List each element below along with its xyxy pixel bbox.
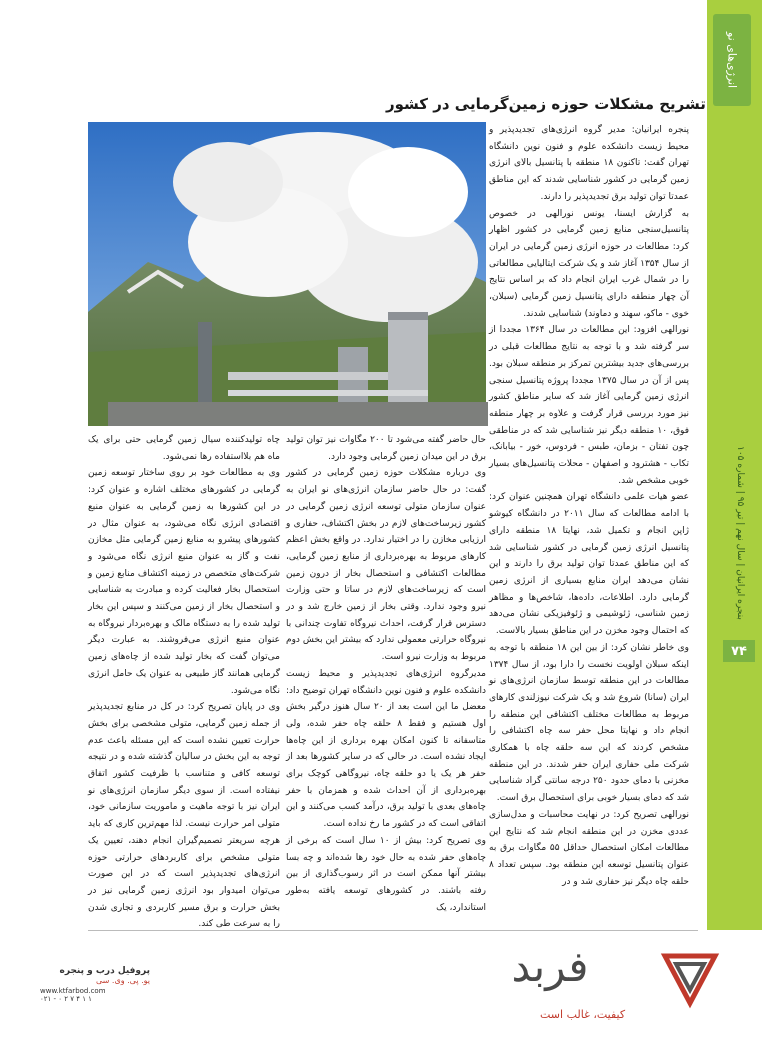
paragraph: وی درباره مشکلات حوزه زمین گرمایی در کشور گفت: در حال حاضر سازمان انرژی‌های نو ایران به عنوان سازمان متولی توسعه انرژی زمین گرمایی در کشور زیرساخت‌های لازم در بخش اکتشاف، حفاری و ارزیابی مخازن را در اختیار ندارد. در واقع بخش اعظم کارهای مربوط به بهره‌برداری از منابع زمین گرمایی، مطالعات اکتشافی و استحصال بخار از درون زمین است که زیرساخت‌های لازم در ساتا و حتی وزارت نیرو وجود ندارد. وقتی بخار از زمین خارج شد و در دسترس قرار گرفت، احداث نیروگاه تفاوت چندانی با نیروگاه حرارتی معمولی ندارد که بیشتر این بخش دوم مربوط به وزارت نیرو است. [286,468,486,663]
article-column-middle [286,432,486,920]
brand-logo-icon [660,948,720,1008]
article-title: تشریح مشکلات حوزه زمین‌گرمایی در کشور [386,95,706,113]
advert-phone: ۰۲۱ - ۰ ۲ ۷ ۴ ۱ ۱ [40,995,92,1003]
article-column-right [489,122,689,886]
advert-url[interactable]: www.ktfarbod.com [40,987,106,995]
advert-product-line: پروفیل درب و پنجره [59,966,150,976]
advert-contact-block [40,966,150,1003]
paragraph: عضو هیات علمی دانشگاه تهران همچنین عنوان کرد: با ادامه مطالعات که سال ۲۰۱۱ در دانشگاه کیوشو ژاپن انجام و تکمیل شد، نهایتا ۱۸ منطقه دارای پتانسیل انرژی زمین گرمایی در کشور شناسایی شد که این مناطق عمدتا توان تولید برق را دارند و این نشان می‌دهد ایران منابع بسیاری از انرژی زمین گرمایی دارد. اطلاعات، داده‌ها، شاخص‌ها و مظاهر زمین شناسی، ژئوشیمی و ژئوفیزیکی نشان می‌دهد که احتمال وجود مخزن در این مناطق بسیار بالاست. [489,492,690,637]
paragraph: چاه تولیدکننده سیال زمین گرمایی حتی برای یک ماه هم بلااستفاده رها نمی‌شود. [88,435,280,462]
paragraph: وی خاطر نشان کرد: از بین این ۱۸ منطقه با توجه به اینکه سبلان اولویت نخست را دارا بود، از سال ۱۳۷۴ مطالعات در این منطقه توسط سازمان انرژی‌های نو ایران (سانا) شروع شد و یک شرکت نیوزلندی کارهای مربوط به مطالعات مختلف اکتشافی این منطقه را انجام داد و نهایتا محل حفر سه چاه اکتشافی را مشخص کردند که این سه حلقه چاه با همکاری شرکت ملی حفاری ایران حفر شدند. در این منطقه مخزنی با دمای حدود ۲۵۰ درجه سانتی گراد شناسایی شد که دمای بسیار خوبی برای استحصال برق است. [489,642,689,804]
issue-line: بنجره ایرانیان | سال نهم | تیر ۹۵ | شماره ۱۰۵ [735,446,745,620]
section-tab-label: انرژی‌های نو [725,31,739,89]
paragraph: حال حاضر گفته می‌شود تا ۲۰۰ مگاوات نیز توان تولید برق در این میدان زمین گرمایی وجود دارد. [286,435,486,462]
article-column-left [88,432,280,930]
brand-name: فربد [511,942,589,991]
paragraph: وی به مطالعات خود بر روی ساختار توسعه زمین گرمایی در کشورهای مختلف اشاره و عنوان کرد: در این کشورها به زمین گرمایی به عنوان منبع اقتصادی انرژی نگاه می‌شود، به عنوان مثال در کشورهای پیشرو به منابع زمین گرمایی مثل مخازن نفت و گاز به عنوان منبع انرژی نگاه می‌شود و شرکت‌های متخصص در زمینه اکتشاف منابع زمین و استحصال بخار فعالیت کرده و مبادرت به شناسایی و استحصال بخار از زمین می‌کنند و سپس این بخار تولید شده را به دستگاه مالک و بهره‌بردار نیروگاه به عنوان منبع انرژی می‌فروشند. به عبارت دیگر می‌توان گفت که بخار تولید شده از چاه‌های زمین گرمایی همانند گاز طبیعی به عنوان یک حامل انرژی نگاه می‌شود. [88,468,280,696]
brand-slogan: کیفیت، غالب است [540,1008,626,1021]
advert-material-line: یو. پی. وی. سی [95,976,150,985]
paragraph: وی در پایان تصریح کرد: در کل در منابع تجدیدپذیر از جمله زمین گرمایی، متولی مشخصی برای بخش حرارت تعیین نشده است که این مسئله باعث عدم توجه به این بخش در سالیان گذشته شده و در نتیجه توسعه کافی و متناسب با ظرفیت کشور اتفاق نیفتاده است. از سوی دیگر سازمان انرژی‌های نو ایران نیز با توجه ماهیت و ماموریت سازمانی خود، متولی امر حرارت نیست. لذا مهم‌ترین کاری که باید هرچه سریعتر تصمیم‌گیران انجام دهند، تعیین یک متولی مشخص برای کاربردهای حرارتی حوزه انرژی‌های تجدیدپذیر است که در این صورت می‌توان امیدوار بود انرژی زمین گرمایی نیز در بخش حرارت و برق مسیر کاربردی و تجاری شدن را به سرعت طی کند. [88,702,280,930]
paragraph: نورالهی افزود: این مطالعات در سال ۱۳۶۴ مجددا از سر گرفته شد و با توجه به نتایج مطالعات قبلی در بررسی‌های جدید بیشترین تمرکز بر منطقه سبلان بود. پس از آن در سال ۱۳۷۵ مجددا پروژه پتانسیل سنجی انرژی زمین گرمایی آغاز شد که سایر مناطق کشور نیز مورد بررسی قرار گرفت و علاوه بر چهار منطقه فوق، ۱۰ منطقه دیگر نیز شناسایی شد که در مناطقی چون تفتان - بزمان، طبس - فردوس، خور - بیابانک، تکاب - هشترود و اصفهان - محلات پتانسیل‌های بسیار خوبی مشخص شد. [489,325,690,486]
section-tab [713,14,751,106]
paragraph: به گزارش ایسنا، یونس نورالهی در خصوص پتانسیل‌سنجی منابع زمین گرمایی در کشور اظهار کرد: مطالعات در حوزه انرژی زمین گرمایی در ایران از سال ۱۳۵۴ آغاز شد و یک شرکت ایتالیایی مطالعاتی را در شمال غرب ایران انجام داد که بر اساس نتایج آن چهار منطقه دارای پتانسیل زمین گرمایی (سبلان، خوی - ماکو، سهند و دماوند) شناسایی شدند. [489,208,689,319]
paragraph: پنجره ایرانیان: مدیر گروه انرژی‌های تجدیدپذیر و محیط زیست دانشکده علوم و فنون نوین دانشگاه تهران گفت: تاکنون ۱۸ منطقه با پتانسیل بالای انرژی زمین گرمایی در کشور شناسایی شدند که این مناطق عمدتا توان تولید برق تجدیدپذیر را دارند. [489,125,689,202]
paragraph: نورالهی تصریح کرد: در نهایت محاسبات و مدل‌سازی عددی مخزن در این منطقه انجام شد که نتایج این مطالعات امکان استحصال حداقل ۵۵ مگاوات برق به عنوان پتانسیل توسعه این منطقه بود. سپس تعداد ۸ حلقه چاه دیگر نیز حفاری شد و در [489,809,690,887]
paragraph: وی تصریح کرد: بیش از ۱۰ سال است که برخی از چاه‌های حفر شده به حال خود رها شده‌اند و چه بسا بیشتر آنها ممکن است در اثر رسوب‌گذاری از بین رفته باشند. در کشورهای توسعه یافته به‌طور استاندارد، یک [286,835,486,913]
page-number: ۷۴ [723,640,755,662]
article-title-row [380,90,706,118]
paragraph: مدیرگروه انرژی‌های تجدیدپذیر و محیط زیست دانشکده علوم و فنون نوین دانشگاه تهران توضیح داد: معضل ما این است بعد از ۲۰ سال هنوز درگیر بخش اول هستیم و فقط ۸ حلقه چاه حفر شده، ولی متاسفانه تا کنون امکان بهره برداری از این چاه‌ها ایجاد نشده است. در حالی که در سایر کشورها بعد از حفر هر یک یا دو حلقه چاه، نیروگاهی کوچک برای بهره‌برداری از آن احداث شده و همزمان با حفر چاه‌های بعدی با تولید برق، درآمد کسب می‌کنند و این اتفاقی است که در کشور ما رخ نداده است. [286,668,486,830]
geothermal-plant-photo [88,122,486,426]
